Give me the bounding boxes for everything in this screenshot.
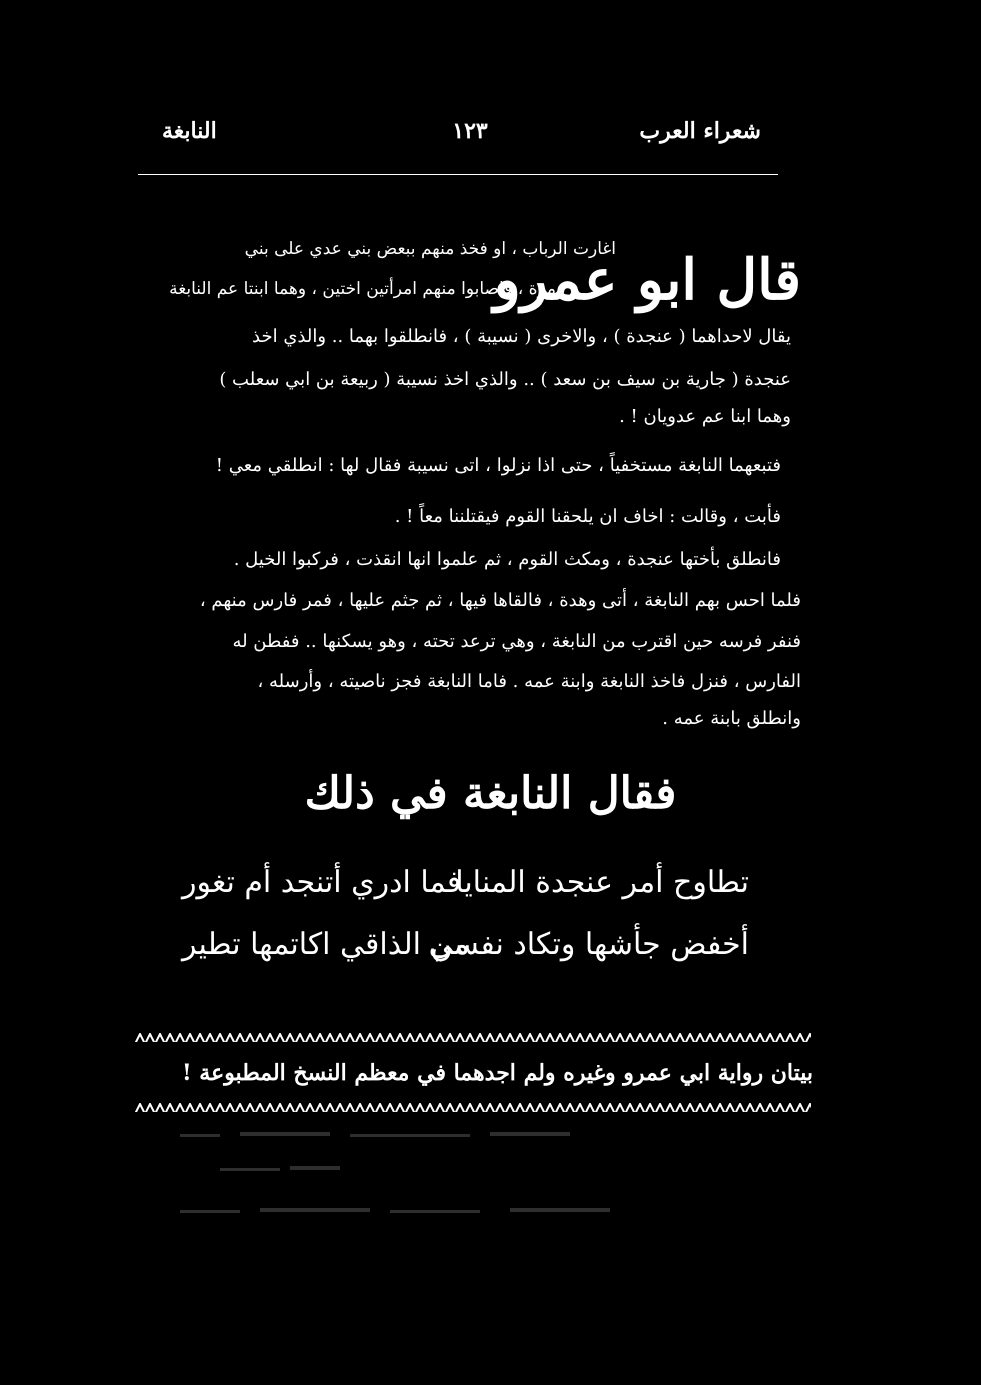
paragraph-line: فأبت ، وقالت : اخاف ان يلحقنا القوم فيقتلننا معاً ! .: [394, 506, 781, 527]
intro-line-1: اغارت الرباب ، او فخذ منهم ببعض بني عدي على بني: [244, 239, 616, 259]
paragraph-line: وانطلق بابنة عمه .: [662, 708, 801, 729]
section-name: النابغة: [162, 118, 217, 144]
header-rule: [138, 174, 778, 175]
book-title: شعراء العرب: [639, 118, 761, 144]
verse-1-first-hemistich: تطاوح أمر عنجدة المنايا: [455, 865, 749, 900]
ornament-border-top: [135, 1030, 811, 1042]
verse-2-second-hemistich: من الذاقي اكاتمها تطير: [182, 927, 470, 962]
poem-title: فقال النابغة في ذلك: [304, 768, 677, 819]
verse-2-first-hemistich: أخفض جأشها وتكاد نفسي: [428, 927, 749, 962]
paragraph-line: فانطلق بأختها عنجدة ، ومكث القوم ، ثم علموا انها انقذت ، فركبوا الخيل .: [233, 549, 781, 570]
paragraph-line: عنجدة ( جارية بن سيف بن سعد ) .. والذي اخذ نسيبة ( ربيعة بن ابي سعلب ): [219, 369, 791, 390]
ornament-border-bottom: [135, 1100, 811, 1112]
bleed-through-noise: [180, 1130, 650, 1230]
verse-1-second-hemistich: فما ادري أتنجد أم تغور: [182, 865, 462, 900]
ornament-rule: [135, 1044, 811, 1050]
footnote: بيتان رواية ابي عمرو وغيره ولم اجدهما في معظم النسخ المطبوعة !: [181, 1060, 813, 1086]
paragraph-line: الفارس ، فنزل فاخذ النابغة وابنة عمه . فاما النابغة فجز ناصيته ، وأرسله ،: [257, 671, 801, 692]
paragraph-line: يقال لاحداهما ( عنجدة ) ، والاخرى ( نسيبة ) ، فانطلقوا بهما .. والذي اخذ: [252, 326, 791, 347]
paragraph-line: فلما احس بهم النابغة ، أتى وهدة ، فالقاها فيها ، ثم جثم عليها ، فمر فارس منهم ،: [199, 590, 801, 611]
paragraph-line: وهما ابنا عم عدويان ! .: [619, 406, 791, 427]
paragraph-line: فنفر فرسه حين اقترب من النابغة ، وهي ترعد تحته ، وهو يسكنها .. ففطن له: [232, 631, 801, 652]
paragraph-line: فتبعهما النابغة مستخفياً ، حتى اذا نزلوا ، اتى نسيبة فقال لها : انطلقي معي !: [215, 455, 781, 476]
intro-line-2: مرة ، فاصابوا منهم امرأتين اختين ، وهما ابنتا عم النابغة: [169, 279, 556, 299]
intro-heading: قال ابو عمرو: [493, 247, 801, 313]
page-number: ١٢٣: [452, 118, 488, 144]
